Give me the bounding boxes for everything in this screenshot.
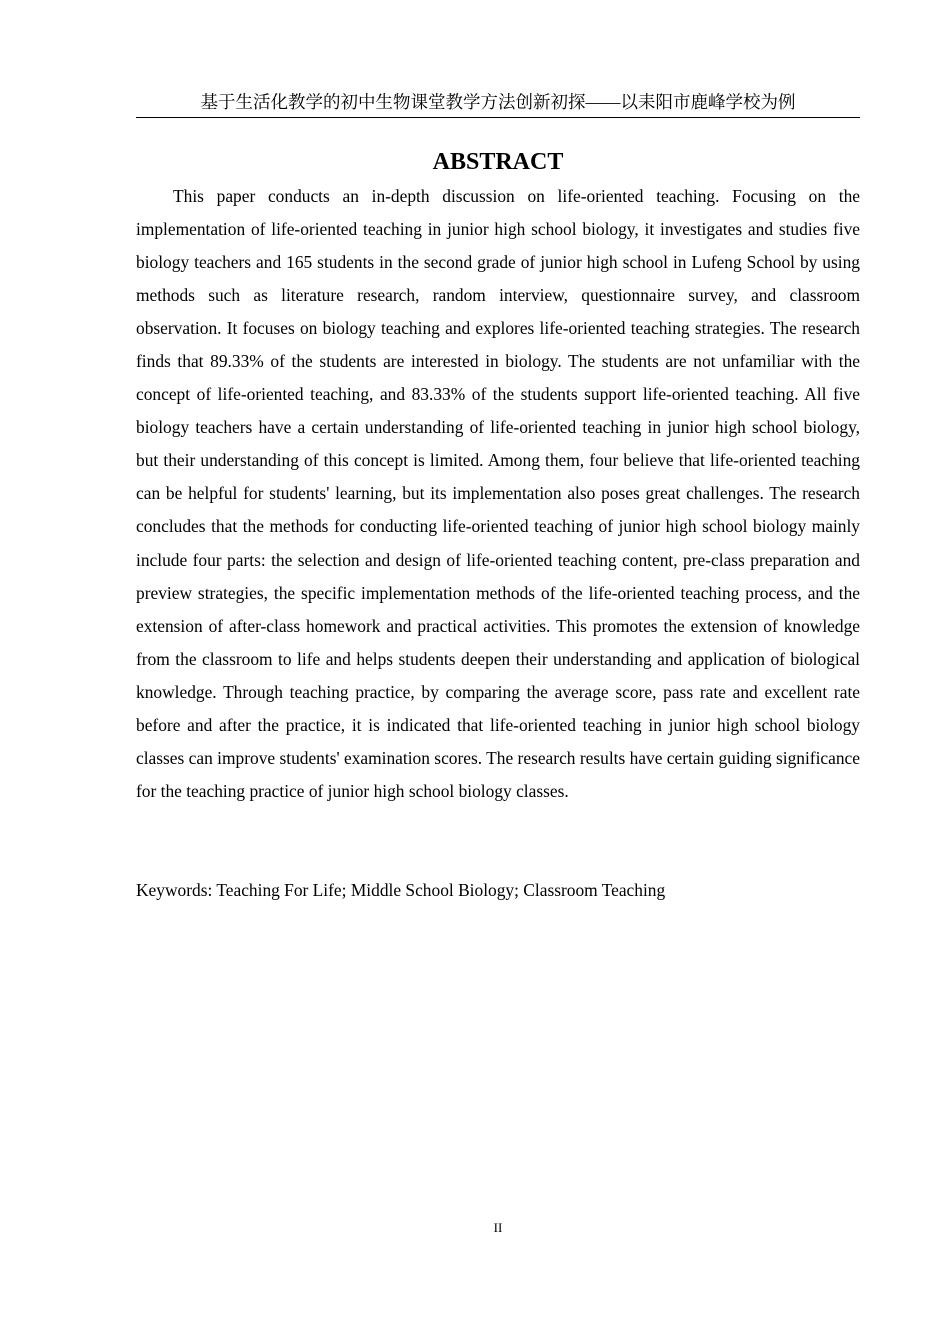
abstract-title: ABSTRACT [432,149,564,175]
abstract-body: This paper conducts an in-depth discussion on life-oriented teaching. Focusing on the implementation of life-oriented teaching in junior high school biology, it investigates and studies five biology teachers and 165 students in the second grade of junior high school in Lufeng School by using methods such as literature research, random interview, questionnaire survey, and classroom observation. It focuses on biology teaching and explores life-oriented teaching strategies. The research finds that 89.33% of the students are interested in biology. The students are not unfamiliar with the concept of life-oriented teaching, and 83.33% of the students support life-oriented teaching. All five biology teachers have a certain understanding of life-oriented teaching in junior high school biology, but their understanding of this concept is limited. Among them, four believe that life-oriented teaching can be helpful for students' learning, but its implementation also poses great challenges. The research concludes that the methods for conducting life-oriented teaching of junior high school biology mainly include four parts: the selection and design of life-oriented teaching content, pre-class preparation and preview strategies, the specific implementation methods of the life-oriented teaching process, and the extension of after-class homework and practical activities. This promotes the extension of knowledge from the classroom to life and helps students deepen their understanding and application of biological knowledge. Through teaching practice, by comparing the average score, pass rate and excellent rate before and after the practice, it is indicated that life-oriented teaching in junior high school biology classes can improve students' examination scores. The research results have certain guiding significance for the teaching practice of junior high school biology classes. [136,186,860,801]
abstract-keywords: Keywords: Teaching For Life; Middle School Biology; Classroom Teaching [136,880,666,900]
page-number: II [493,1220,503,1235]
running-header: 基于生活化教学的初中生物课堂教学方法创新初探——以耒阳市鹿峰学校为例 [136,88,860,118]
